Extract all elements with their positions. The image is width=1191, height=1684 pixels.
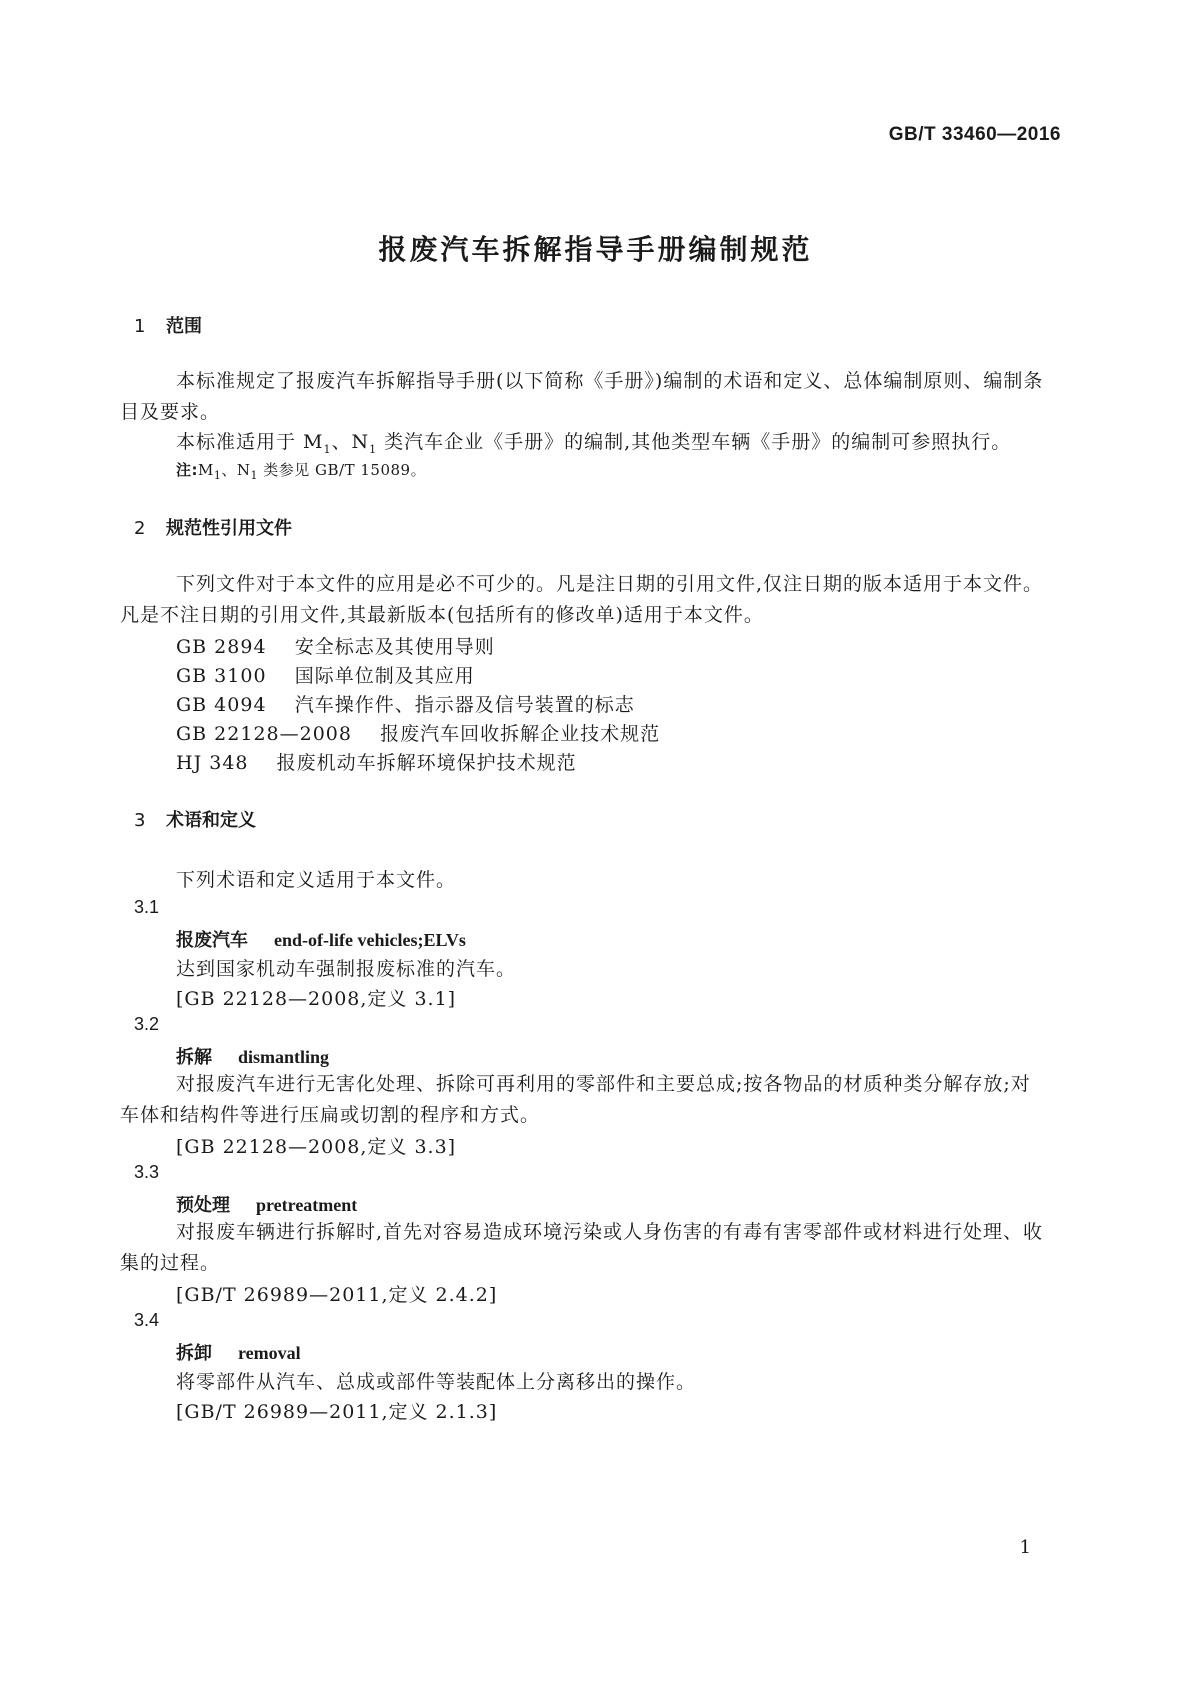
section-1-paragraph-1: 本标准规定了报废汽车拆解指导手册(以下简称《手册》)编制的术语和定义、总体编制原则、编制条目及要求。 — [120, 370, 1044, 423]
term-source: [GB 22128—2008,定义 3.3] — [176, 1136, 457, 1158]
term-source: [GB/T 26989—2011,定义 2.1.3] — [176, 1401, 498, 1423]
section-1-heading — [134, 312, 202, 338]
standard-number: GB/T 33460—2016 — [888, 124, 1061, 145]
section-1-note: 注$:M_1$、$N_1$ 类参见 GB/T 15089。 — [176, 461, 427, 482]
term-definition: 达到国家机动车强制报废标准的汽车。 — [176, 958, 517, 980]
term-heading: 报废汽车 end-of-life vehicles;ELVs — [176, 930, 466, 951]
page-number: 1 — [1019, 1537, 1031, 1558]
section-number: 3 — [134, 810, 146, 831]
section-2-heading — [134, 514, 292, 540]
section-2-paragraph: 下列文件对于本文件的应用是必不可少的。凡是注日期的引用文件,仅注日期的版本适用于本文件。凡是不注日期的引用文件,其最新版本(包括所有的修改单)适用于本文件。 — [120, 573, 1044, 626]
section-title: 范围 — [166, 316, 202, 337]
term-definition: 对报废汽车进行无害化处理、拆除可再利用的零部件和主要总成;按各物品的材质种类分解存放;对车体和结构件等进行压扁或切割的程序和方式。 — [120, 1073, 1031, 1126]
reference-item: GB 2894 安全标志及其使用导则 — [176, 636, 495, 658]
term-heading: 拆解 dismantling — [176, 1047, 330, 1068]
term-number: 3.1 — [134, 897, 160, 917]
term-number: 3.2 — [134, 1014, 160, 1034]
section-number: 1 — [134, 316, 146, 337]
reference-item: HJ 348 报废机动车拆解环境保护技术规范 — [176, 752, 577, 774]
term-number: 3.4 — [134, 1310, 160, 1330]
term-number: 3.3 — [134, 1162, 160, 1182]
term-definition: 将零部件从汽车、总成或部件等装配体上分离移出的操作。 — [176, 1371, 697, 1393]
reference-item: GB 4094 汽车操作件、指示器及信号装置的标志 — [176, 694, 635, 716]
section-1-paragraph-2: 本标准适用于 $M_1$、$N_1$ 类汽车企业《手册》的编制,其他类型车辆《手册》的编制可参照执行。 — [176, 431, 1012, 456]
section-number: 2 — [134, 518, 146, 539]
reference-item: GB 3100 国际单位制及其应用 — [176, 665, 475, 687]
section-3-heading — [134, 806, 256, 832]
term-definition: 对报废车辆进行拆解时,首先对容易造成环境污染或人身伤害的有毒有害零部件或材料进行处理、收集的过程。 — [120, 1221, 1044, 1274]
page-title: 报废汽车拆解指导手册编制规范 — [378, 233, 813, 266]
section-title: 规范性引用文件 — [166, 518, 292, 539]
section-title: 术语和定义 — [166, 810, 256, 831]
section-3-intro: 下列术语和定义适用于本文件。 — [176, 869, 457, 891]
term-heading: 拆卸 removal — [176, 1343, 301, 1364]
term-source: [GB/T 26989—2011,定义 2.4.2] — [176, 1284, 498, 1306]
term-source: [GB 22128—2008,定义 3.1] — [176, 988, 457, 1010]
term-heading: 预处理 pretreatment — [176, 1195, 358, 1216]
reference-item: GB 22128—2008 报废汽车回收拆解企业技术规范 — [176, 723, 661, 745]
